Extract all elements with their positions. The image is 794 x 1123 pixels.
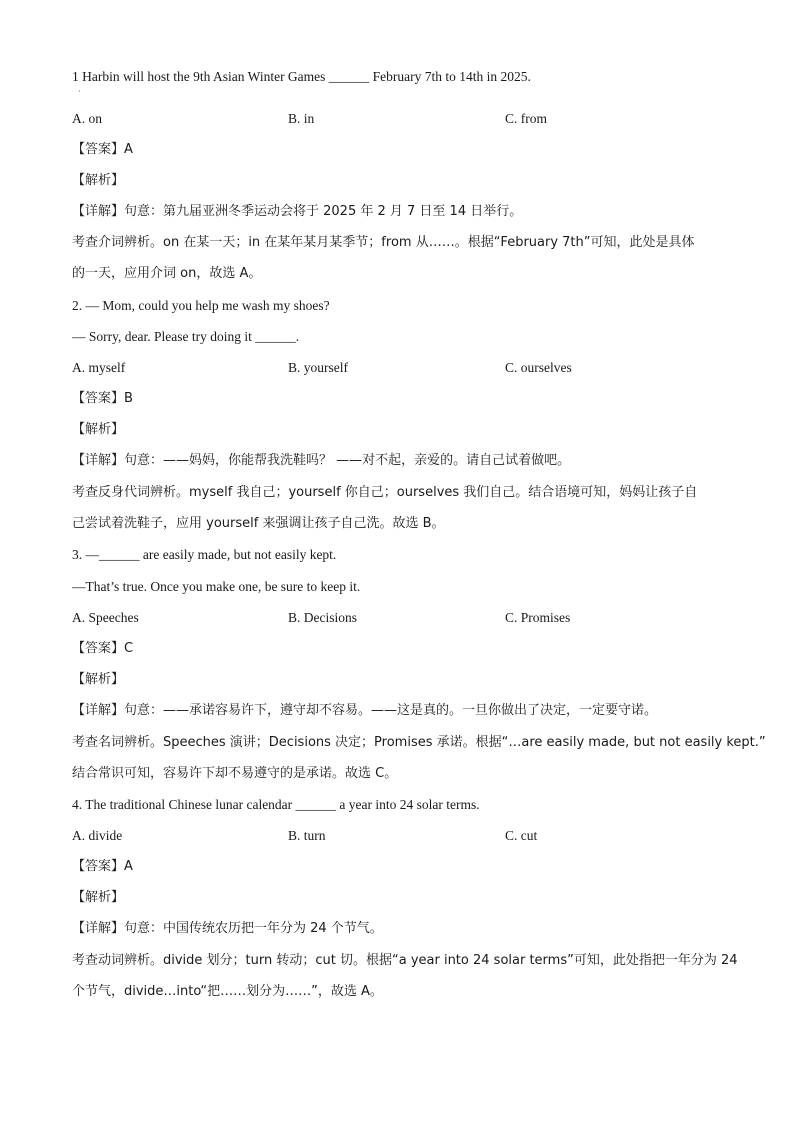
question-1-option-b: B. in — [288, 111, 315, 126]
question-4-analysis-label: 【解析】 — [72, 890, 125, 905]
question-2-answer: 【答案】B — [72, 391, 133, 406]
question-3-option-b: B. Decisions — [288, 610, 357, 625]
question-1-answer: 【答案】A — [72, 142, 133, 157]
question-2-stem-reply: — Sorry, dear. Please try doing it ______. — [72, 329, 300, 344]
question-1-option-c: C. from — [505, 111, 547, 126]
question-4-option-b: B. turn — [288, 828, 326, 843]
question-4-explanation-line-1: 考查动词辨析。divide 划分；turn 转动；cut 切。根据“a year into 24 solar terms”可知，此处指把一年分为 24 — [72, 953, 738, 968]
question-1-analysis-label: 【解析】 — [72, 173, 125, 188]
question-2-explanation-line-1: 考查反身代词辨析。myself 我自己；yourself 你自己；ourselves 我们自己。结合语境可知，妈妈让孩子自 — [72, 485, 698, 500]
question-2-option-a: A. myself — [72, 360, 126, 375]
stray-mark: · — [78, 87, 81, 96]
question-2-detail: 【详解】句意：——妈妈，你能帮我洗鞋吗？ ——对不起，亲爱的。请自己试着做吧。 — [72, 453, 571, 468]
question-3-option-a: A. Speeches — [72, 610, 139, 625]
question-4-answer: 【答案】A — [72, 859, 133, 874]
question-3-option-c: C. Promises — [505, 610, 571, 625]
question-3-detail: 【详解】句意：——承诺容易许下，遵守却不容易。——这是真的。一旦你做出了决定，一定要守诺。 — [72, 703, 658, 718]
question-1-stem: 1 Harbin will host the 9th Asian Winter Games ______ February 7th to 14th in 2025. — [72, 69, 531, 84]
question-4-detail: 【详解】句意：中国传统农历把一年分为 24 个节气。 — [72, 921, 383, 936]
question-2-option-b: B. yourself — [288, 360, 348, 375]
question-3-stem: 3. —______ are easily made, but not easily kept. — [72, 547, 337, 562]
question-3-analysis-label: 【解析】 — [72, 672, 125, 687]
question-1-explanation-line-1: 考查介词辨析。on 在某一天；in 在某年某月某季节；from 从……。根据“February 7th”可知，此处是具体 — [72, 235, 695, 250]
question-4-stem: 4. The traditional Chinese lunar calendar ______ a year into 24 solar terms. — [72, 797, 480, 812]
question-4-option-a: A. divide — [72, 828, 123, 843]
question-1-detail: 【详解】句意：第九届亚洲冬季运动会将于 2025 年 2 月 7 日至 14 日举行。 — [72, 204, 523, 219]
question-2-option-c: C. ourselves — [505, 360, 572, 375]
question-2-analysis-label: 【解析】 — [72, 422, 125, 437]
question-1-option-a: A. on — [72, 111, 102, 126]
question-3-explanation-line-2: 结合常识可知，容易许下却不易遵守的是承诺。故选 C。 — [72, 766, 398, 781]
question-3-stem-reply: —That’s true. Once you make one, be sure to keep it. — [72, 579, 361, 594]
question-4-option-c: C. cut — [505, 828, 538, 843]
question-3-explanation-line-1: 考查名词辨析。Speeches 演讲；Decisions 决定；Promises 承诺。根据“…are easily made, but not easily kept.” — [72, 735, 766, 750]
question-2-explanation-line-2: 己尝试着洗鞋子，应用 yourself 来强调让孩子自己洗。故选 B。 — [72, 516, 445, 531]
question-2-stem: 2. — Mom, could you help me wash my shoes? — [72, 298, 330, 313]
question-3-answer: 【答案】C — [72, 641, 134, 656]
question-1-explanation-line-2: 的一天，应用介词 on，故选 A。 — [72, 266, 262, 281]
question-4-explanation-line-2: 个节气，divide…into“把……划分为……”，故选 A。 — [72, 984, 383, 999]
